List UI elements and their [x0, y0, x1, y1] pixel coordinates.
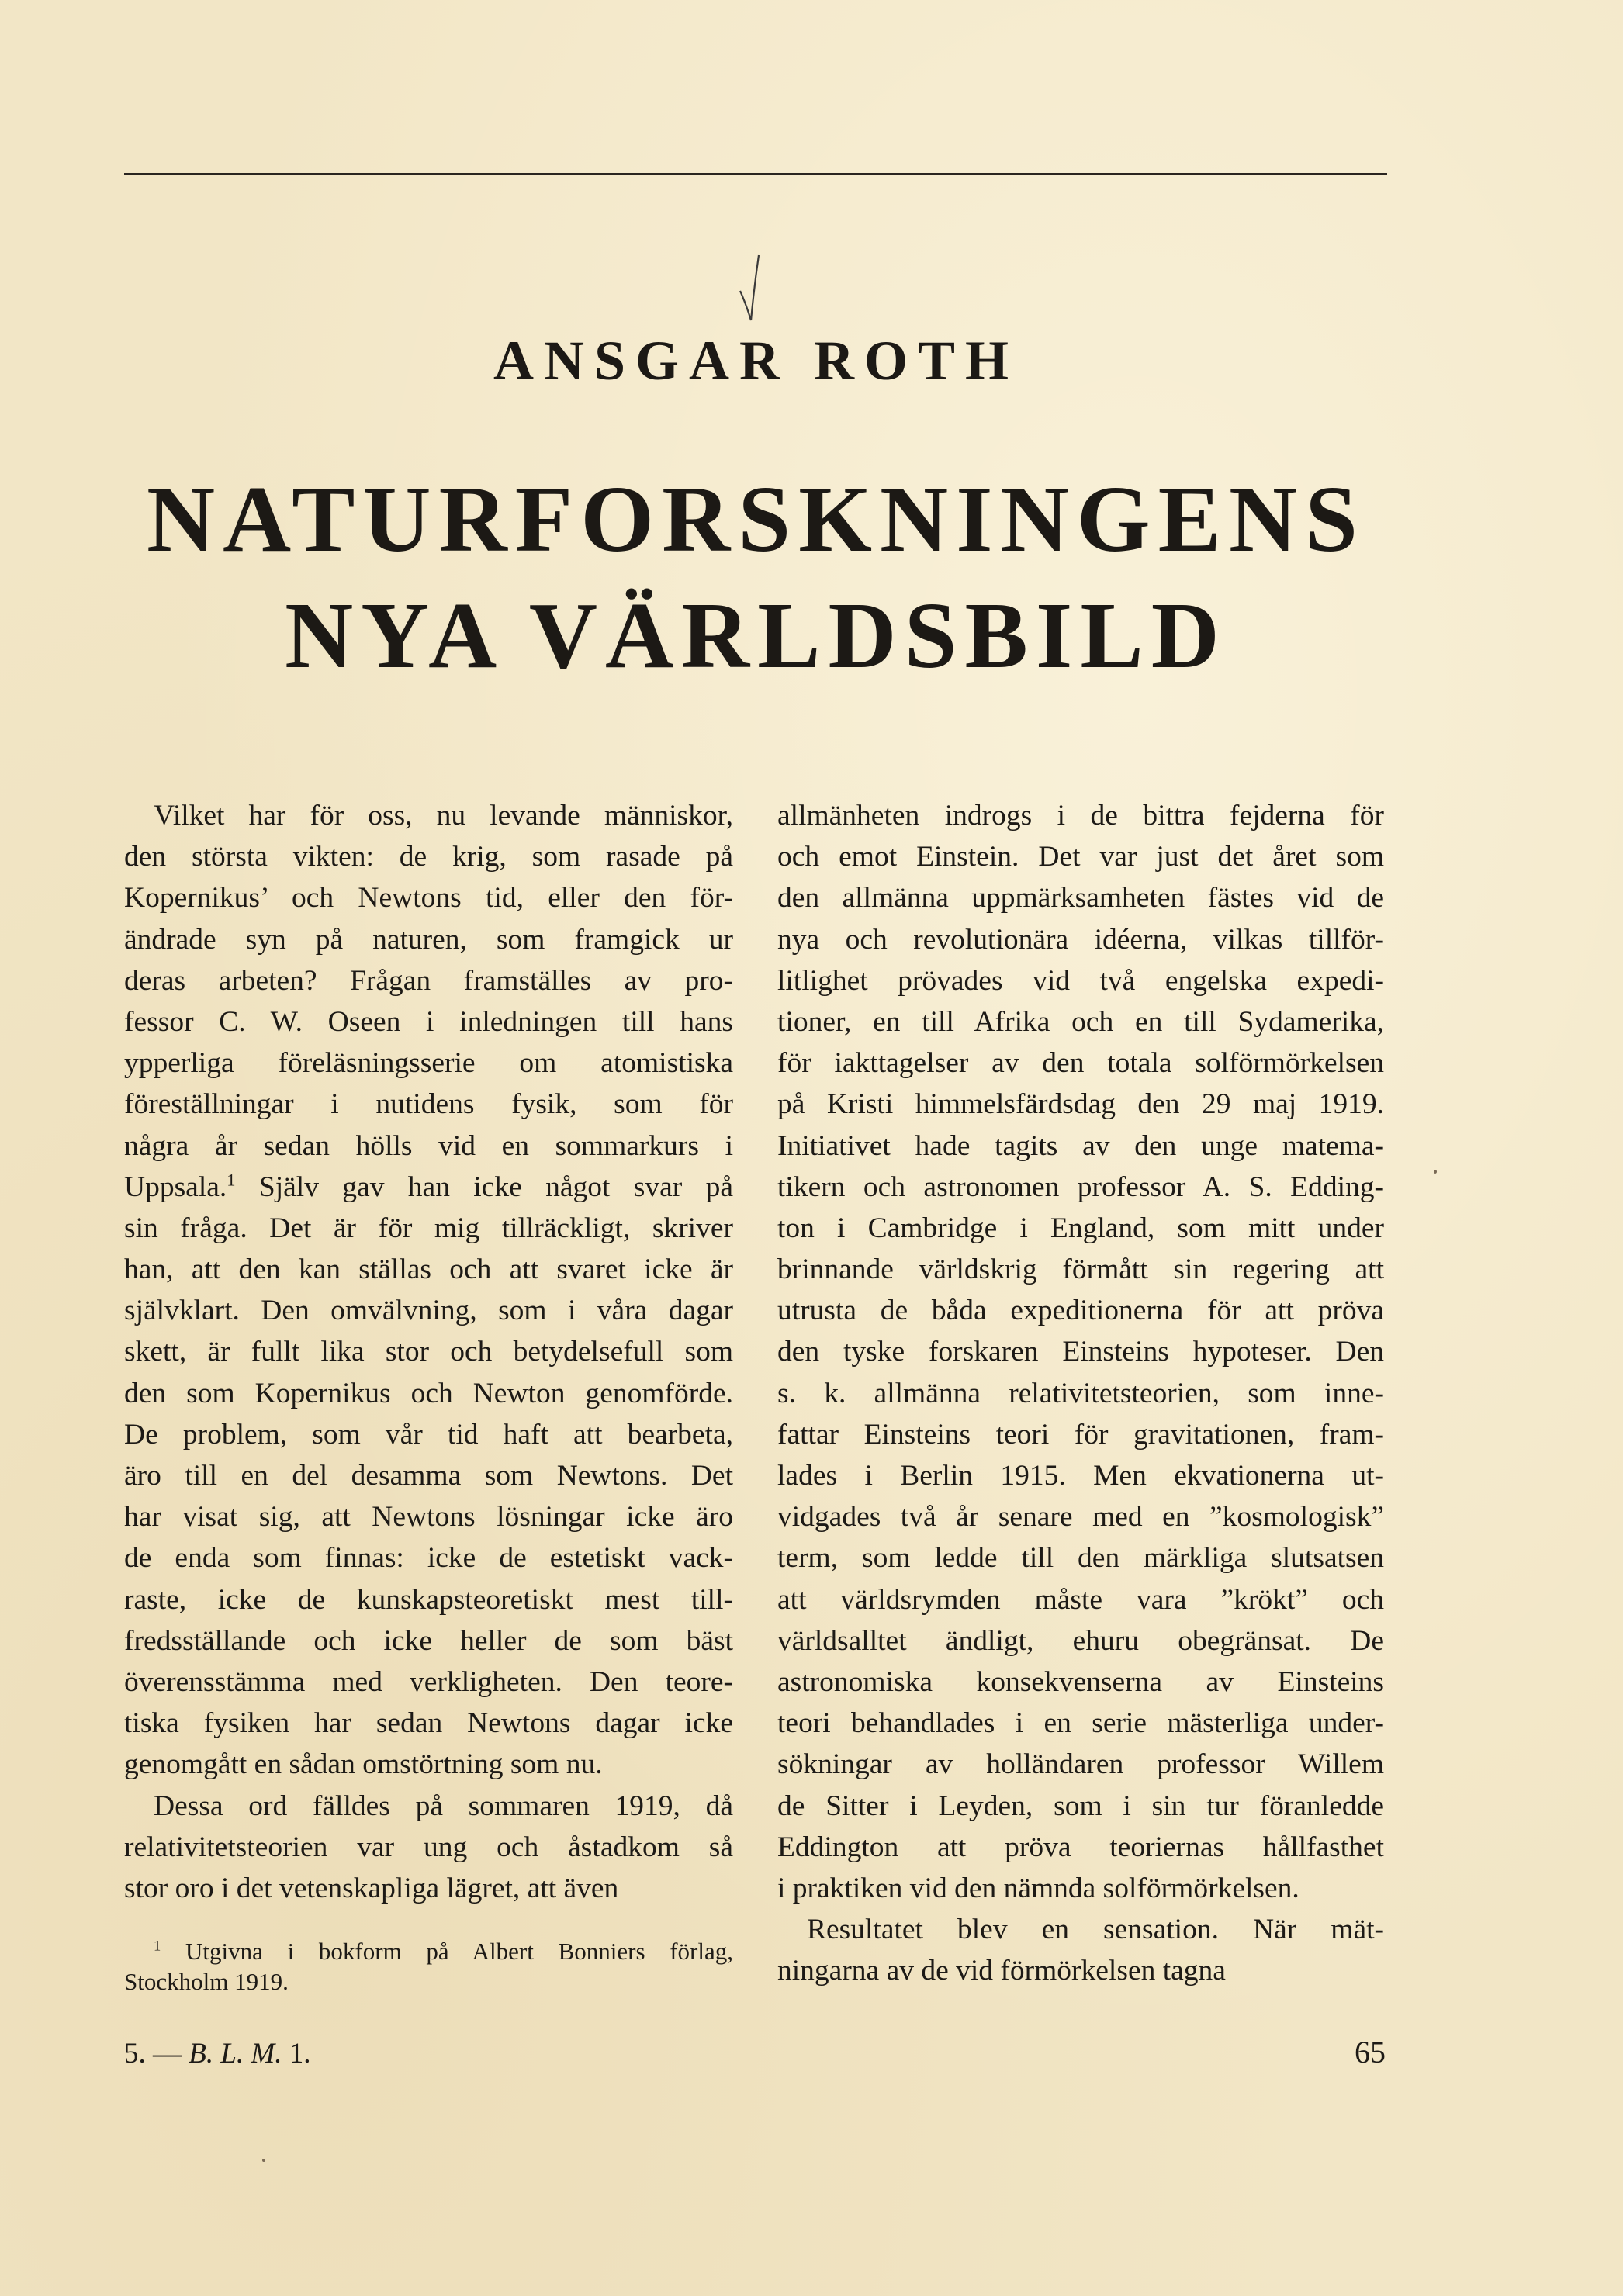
text-line — [777, 1414, 1384, 1455]
text-line-content: de Sitter i Leyden, som i sin tur föranledde — [777, 1789, 1384, 1822]
text-line — [124, 1331, 733, 1372]
text-line — [777, 795, 1384, 836]
text-line-content: att världsrymden måste vara ”krökt” och — [777, 1583, 1384, 1616]
text-line-content: Vilket har för oss, nu levande människor, — [154, 800, 733, 832]
text-line-content: för iakttagelser av den totala solförmörkelsen — [777, 1047, 1384, 1080]
text-line — [124, 1126, 733, 1167]
text-line — [777, 877, 1384, 918]
text-line — [777, 1827, 1384, 1868]
text-line-content: relativitetsteorien var ung och åstadkom så — [124, 1831, 733, 1863]
text-line — [777, 1249, 1384, 1290]
signature-abbr: B. L. M. — [189, 2038, 282, 2070]
text-line — [124, 960, 733, 1001]
footnote-reference: 1 — [227, 1170, 236, 1190]
text-line — [124, 1579, 733, 1620]
text-line — [124, 795, 733, 836]
text-line — [124, 1414, 733, 1455]
text-line-content: teori behandlades i en serie mästerliga under- — [777, 1707, 1384, 1740]
text-line-content: skett, är fullt lika stor och betydelsefull som — [124, 1336, 733, 1368]
text-line — [777, 1786, 1384, 1827]
text-line-content: stor oro i det vetenskapliga lägret, att även — [124, 1872, 619, 1904]
text-line — [777, 1331, 1384, 1372]
title-line-2: NYA VÄRLDSBILD — [285, 583, 1227, 688]
text-line — [777, 1868, 1384, 1909]
text-line — [777, 1744, 1384, 1785]
text-line — [124, 1455, 733, 1496]
text-line-content: fessor C. W. Oseen i inledningen till hans — [124, 1005, 733, 1038]
text-line-content: sin fråga. Det är för mig tillräckligt, skriver — [124, 1212, 733, 1244]
text-line-content: sökningar av holländaren professor Willem — [777, 1748, 1384, 1781]
page-number: 65 — [1355, 2035, 1386, 2070]
text-line-content: han, att den kan ställas och att svaret icke är — [124, 1253, 733, 1286]
text-line-content: tiska fysiken har sedan Newtons dagar icke — [124, 1707, 733, 1740]
text-line — [124, 919, 733, 960]
text-line — [124, 1661, 733, 1703]
text-line-content: överensstämma med verkligheten. Den teore- — [124, 1665, 733, 1698]
article-title — [0, 462, 1512, 694]
text-line — [777, 1537, 1384, 1578]
right-text-column — [777, 795, 1384, 1991]
text-line-content: genomgått en sådan omstörtning som nu. — [124, 1748, 603, 1781]
text-line-content: de enda som finnas: icke de estetiskt vack- — [124, 1542, 733, 1575]
text-line — [777, 1496, 1384, 1537]
text-line — [777, 1126, 1384, 1167]
footnote-marker: 1 — [154, 1938, 161, 1955]
text-line — [777, 1950, 1384, 1991]
text-line-content: självklart. Den omvälvning, som i våra dagar — [124, 1295, 733, 1327]
text-line — [777, 1909, 1384, 1950]
text-line-content: fattar Einsteins teori för gravitationen, fram- — [777, 1418, 1384, 1451]
text-line — [124, 1167, 733, 1208]
text-line-content: astronomiska konsekvenserna av Einsteins — [777, 1665, 1384, 1698]
text-line-content: s. k. allmänna relativitetsteorien, som inne- — [777, 1377, 1384, 1409]
text-line-content: allmänheten indrogs i de bittra fejderna för — [777, 800, 1384, 832]
text-line — [777, 1661, 1384, 1703]
text-line-content: tioner, en till Afrika och en till Sydamerika, — [777, 1005, 1384, 1038]
text-line — [777, 836, 1384, 877]
text-line — [124, 1703, 733, 1744]
text-line — [777, 1208, 1384, 1249]
text-line-content: ypperliga föreläsningsserie om atomistiska — [124, 1047, 733, 1080]
text-line — [124, 1208, 733, 1249]
footnote-text-1: Utgivna i bokform på Albert Bonniers förlag, — [185, 1938, 733, 1965]
text-line-content: deras arbeten? Frågan framställes av pro- — [124, 964, 733, 997]
text-line-content: Dessa ord fälldes på sommaren 1919, då — [154, 1789, 733, 1822]
text-line-content: De problem, som vår tid haft att bearbeta, — [124, 1418, 733, 1451]
footnote — [124, 1936, 733, 1997]
text-line — [124, 1827, 733, 1868]
text-line-content: i praktiken vid den nämnda solförmörkelsen. — [777, 1872, 1299, 1904]
text-line-content: och emot Einstein. Det var just det året som — [777, 841, 1384, 873]
text-line-content: ningarna av de vid förmörkelsen tagna — [777, 1955, 1226, 1987]
text-line-content: litlighet prövades vid två engelska expedi- — [777, 964, 1384, 997]
text-line — [124, 836, 733, 877]
text-line-content: Initiativet hade tagits av den unge matema- — [777, 1129, 1384, 1162]
text-line — [124, 1001, 733, 1043]
text-line-content: term, som ledde till den märkliga slutsatsen — [777, 1542, 1384, 1575]
title-line-1: NATURFORSKNINGENS — [147, 467, 1365, 572]
text-line-content: föreställningar i nutidens fysik, som för — [124, 1088, 733, 1121]
page-signature — [124, 2035, 311, 2073]
text-line-content: raste, icke de kunskapsteoretiskt mest till- — [124, 1583, 733, 1616]
text-line-content: på Kristi himmelsfärdsdag den 29 maj 1919. — [777, 1088, 1384, 1121]
text-line-content: Eddington att pröva teoriernas hållfasthet — [777, 1831, 1384, 1863]
text-line-content: den största vikten: de krig, som rasade på — [124, 841, 733, 873]
text-line — [777, 919, 1384, 960]
text-line — [124, 1744, 733, 1785]
text-line — [777, 1373, 1384, 1414]
text-line — [777, 960, 1384, 1001]
text-line — [124, 1868, 733, 1909]
text-line — [124, 1043, 733, 1084]
text-line-content: har visat sig, att Newtons lösningar icke äro — [124, 1501, 733, 1534]
text-line-content: den som Kopernikus och Newton genomförde. — [124, 1377, 733, 1409]
pencil-check-mark — [735, 252, 767, 326]
text-line — [124, 1084, 733, 1125]
text-line-continuation: Själv gav han icke något svar på — [235, 1170, 733, 1203]
footnote-line-1 — [124, 1936, 733, 1966]
text-line — [777, 1455, 1384, 1496]
author-name: ANSGAR ROTH — [493, 330, 1019, 392]
text-line-content: den allmänna uppmärksamheten fästes vid de — [777, 882, 1384, 915]
text-line-content: fredsställande och icke heller de som bäst — [124, 1624, 733, 1657]
text-line — [124, 1373, 733, 1414]
text-line — [124, 877, 733, 918]
text-line — [777, 1167, 1384, 1208]
text-line — [124, 1620, 733, 1661]
left-text-column — [124, 795, 733, 1909]
text-line — [777, 1579, 1384, 1620]
text-line — [124, 1290, 733, 1331]
paper-speck — [1434, 1170, 1437, 1174]
text-line-content: den tyske forskaren Einsteins hypoteser. Den — [777, 1336, 1384, 1368]
footnote-line-2: Stockholm 1919. — [124, 1968, 289, 1995]
text-line-content: nya och revolutionära idéerna, vilkas tillför- — [777, 923, 1384, 956]
text-line-content: vidgades två år senare med en ”kosmologisk” — [777, 1501, 1384, 1534]
text-line-content: några år sedan hölls vid en sommarkurs i — [124, 1129, 733, 1162]
text-line — [777, 1084, 1384, 1125]
text-line-content: ton i Cambridge i England, som mitt under — [777, 1212, 1384, 1244]
text-line — [124, 1249, 733, 1290]
text-line — [777, 1290, 1384, 1331]
text-line-content: Uppsala. — [124, 1170, 227, 1203]
text-line — [124, 1537, 733, 1578]
text-line-content: äro till en del desamma som Newtons. Det — [124, 1460, 733, 1492]
paper-speck — [262, 2159, 265, 2162]
text-line — [777, 1001, 1384, 1043]
signature-prefix: 5. — — [124, 2038, 182, 2070]
text-line-content: Kopernikus’ och Newtons tid, eller den för- — [124, 882, 733, 915]
text-line — [777, 1043, 1384, 1084]
text-line — [124, 1786, 733, 1827]
text-line-content: tikern och astronomen professor A. S. Edding- — [777, 1170, 1384, 1203]
signature-suffix: 1. — [289, 2038, 311, 2070]
text-line-content: utrusta de båda expeditionerna för att pröva — [777, 1295, 1384, 1327]
text-line-content: Resultatet blev en sensation. När mät- — [807, 1914, 1384, 1946]
top-rule — [124, 173, 1387, 175]
text-line-content: världsalltet ändligt, ehuru obegränsat. De — [777, 1624, 1384, 1657]
text-line-content: lades i Berlin 1915. Men ekvationerna ut- — [777, 1460, 1384, 1492]
text-line — [777, 1620, 1384, 1661]
text-line — [124, 1496, 733, 1537]
text-line-content: ändrade syn på naturen, som framgick ur — [124, 923, 733, 956]
text-line-content: brinnande världskrig förmått sin regering att — [777, 1253, 1384, 1286]
text-line — [777, 1703, 1384, 1744]
